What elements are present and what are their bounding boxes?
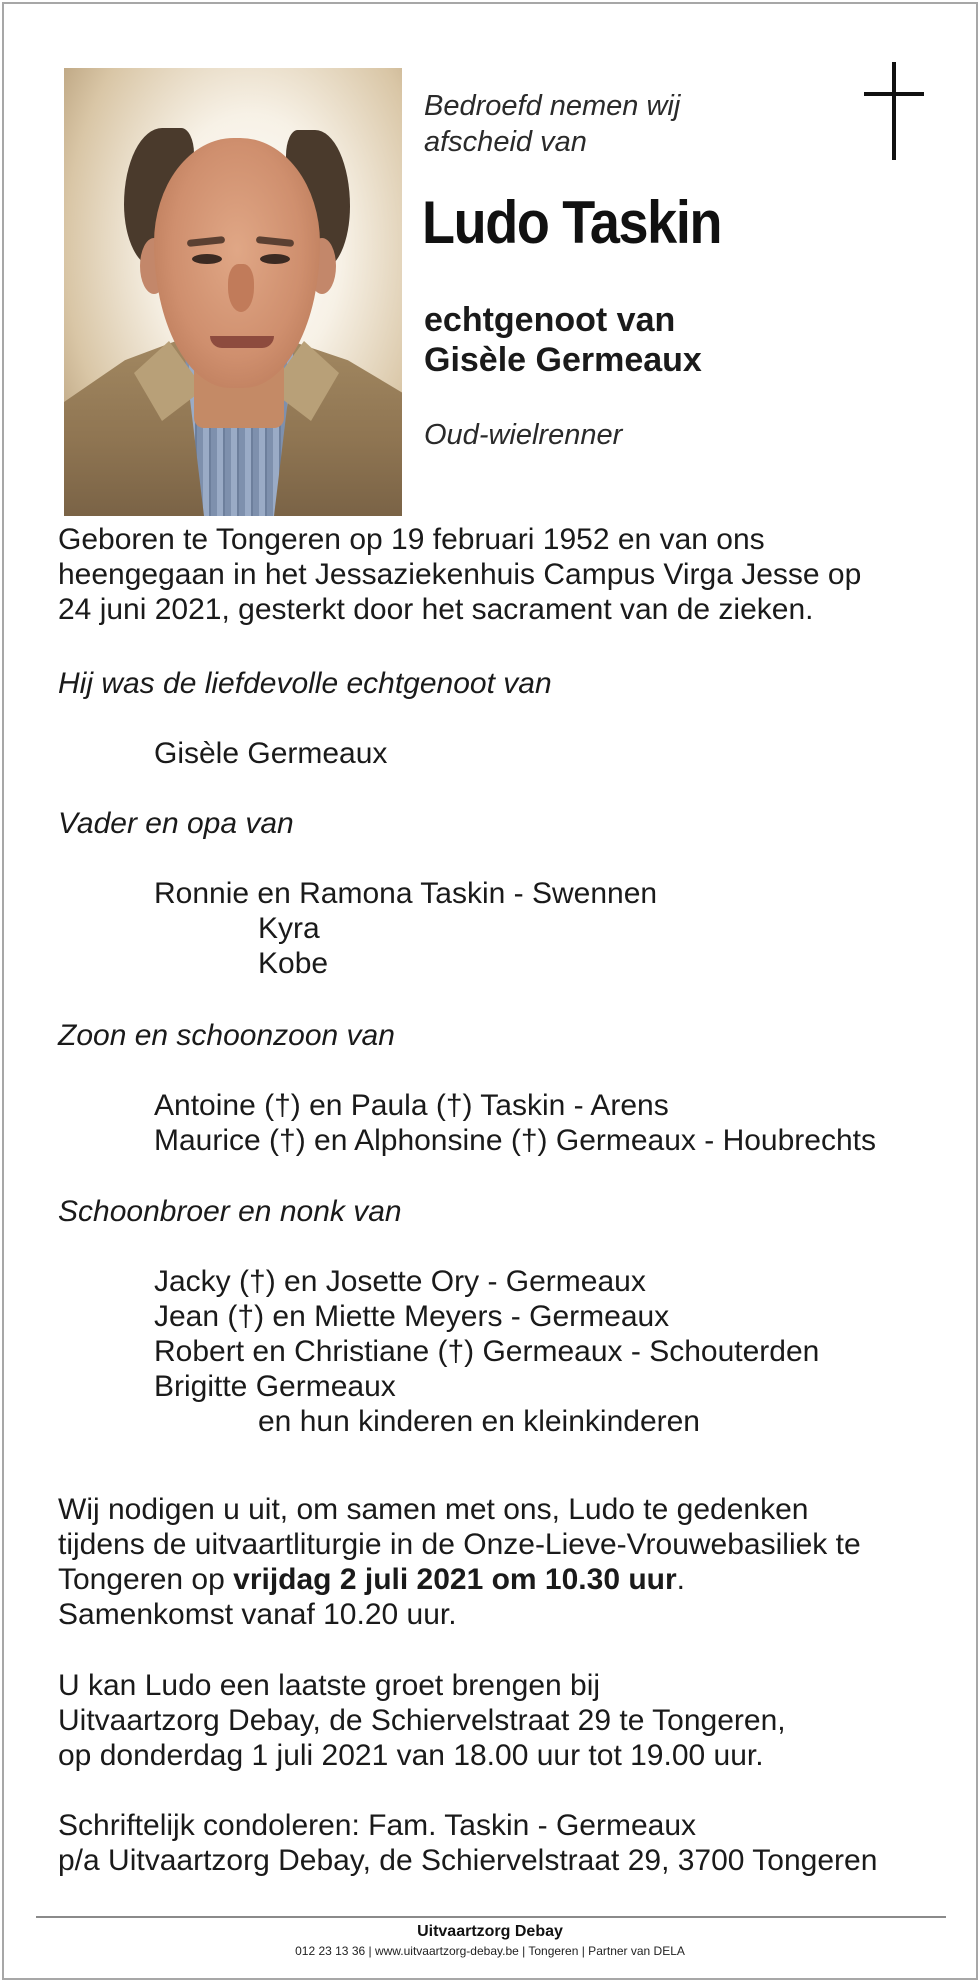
spouse-block: [424, 300, 844, 380]
family-line: Jacky (†) en Josette Ory - Germeaux: [154, 1265, 646, 1298]
cross-horizontal-bar: [864, 92, 924, 96]
footer-company: Uitvaartzorg Debay: [417, 1923, 563, 1940]
invitation-line: Samenkomst vanaf 10.20 uur.: [58, 1598, 457, 1631]
photo-eye-right: [260, 254, 290, 264]
birth-line: 24 juni 2021, gesterkt door het sacrament van de zieken.: [58, 593, 814, 626]
footer-contact-info: 012 23 13 36 | www.uitvaartzorg-debay.be | Tongeren | Partner van DELA: [295, 1944, 685, 1958]
birth-line: Geboren te Tongeren op 19 februari 1952 en van ons: [58, 523, 765, 556]
visitation-info: [58, 1668, 938, 1773]
invitation-line: [58, 1562, 938, 1597]
footer-divider: [36, 1916, 946, 1918]
family-line: Jean (†) en Miette Meyers - Germeaux: [154, 1300, 670, 1333]
deceased-name: Ludo Taskin: [422, 189, 722, 256]
photo-mouth: [210, 336, 274, 348]
invitation-line: Wij nodigen u uit, om samen met ons, Ludo te gedenken: [58, 1493, 809, 1526]
condolence-line: Schriftelijk condoleren: Fam. Taskin - Germeaux: [58, 1809, 697, 1842]
family-section-siblings-in-law: [58, 1194, 938, 1439]
occupation: Oud-wielrenner: [424, 419, 623, 451]
condolence-line: p/a Uitvaartzorg Debay, de Schiervelstraat 29, 3700 Tongeren: [58, 1844, 878, 1877]
family-line: Antoine (†) en Paula (†) Taskin - Arens: [154, 1089, 669, 1122]
family-section-spouse: [58, 666, 938, 771]
portrait-photo: [64, 68, 402, 516]
invitation-prefix: Tongeren op: [58, 1563, 234, 1596]
birth-line: heengegaan in het Jessaziekenhuis Campus Virga Jesse op: [58, 558, 862, 591]
family-sub-line: en hun kinderen en kleinkinderen: [258, 1405, 700, 1438]
family-section-children: [58, 806, 938, 981]
family-line: Brigitte Germeaux: [154, 1370, 396, 1403]
spouse-name: Gisèle Germeaux: [424, 341, 702, 379]
spouse-label: echtgenoot van: [424, 301, 676, 339]
family-line: Robert en Christiane (†) Germeaux - Schouterden: [154, 1335, 820, 1368]
family-line: Ronnie en Ramona Taskin - Swennen: [154, 877, 658, 910]
visit-line: Uitvaartzorg Debay, de Schiervelstraat 29 te Tongeren,: [58, 1704, 786, 1737]
section-heading: Vader en opa van: [58, 807, 294, 840]
section-heading: Schoonbroer en nonk van: [58, 1195, 402, 1228]
section-heading: Hij was de liefdevolle echtgenoot van: [58, 667, 552, 700]
family-line: Maurice (†) en Alphonsine (†) Germeaux - Houbrechts: [154, 1124, 876, 1157]
invitation-suffix: .: [676, 1563, 686, 1596]
visit-line: U kan Ludo een laatste groet brengen bij: [58, 1669, 601, 1702]
grandchild-line: Kyra: [258, 912, 320, 945]
family-line: Gisèle Germeaux: [154, 737, 388, 770]
funeral-invitation: [58, 1492, 938, 1632]
condolence-address: [58, 1808, 938, 1878]
intro-text: Bedroefd nemen wij afscheid van: [424, 90, 681, 158]
photo-nose: [228, 264, 254, 312]
birth-paragraph: [58, 522, 938, 627]
invitation-line: tijdens de uitvaartliturgie in de Onze-Lieve-Vrouwebasiliek te: [58, 1528, 861, 1561]
funeral-date-time: vrijdag 2 juli 2021 om 10.30 uur: [233, 1563, 677, 1596]
visit-line: op donderdag 1 juli 2021 van 18.00 uur tot 19.00 uur.: [58, 1739, 764, 1772]
section-heading: Zoon en schoonzoon van: [58, 1019, 395, 1052]
family-section-parents: [58, 1018, 938, 1158]
grandchild-line: Kobe: [258, 947, 329, 980]
photo-eye-left: [192, 254, 222, 264]
latin-cross-icon: [864, 62, 924, 160]
cross-vertical-bar: [892, 62, 896, 160]
